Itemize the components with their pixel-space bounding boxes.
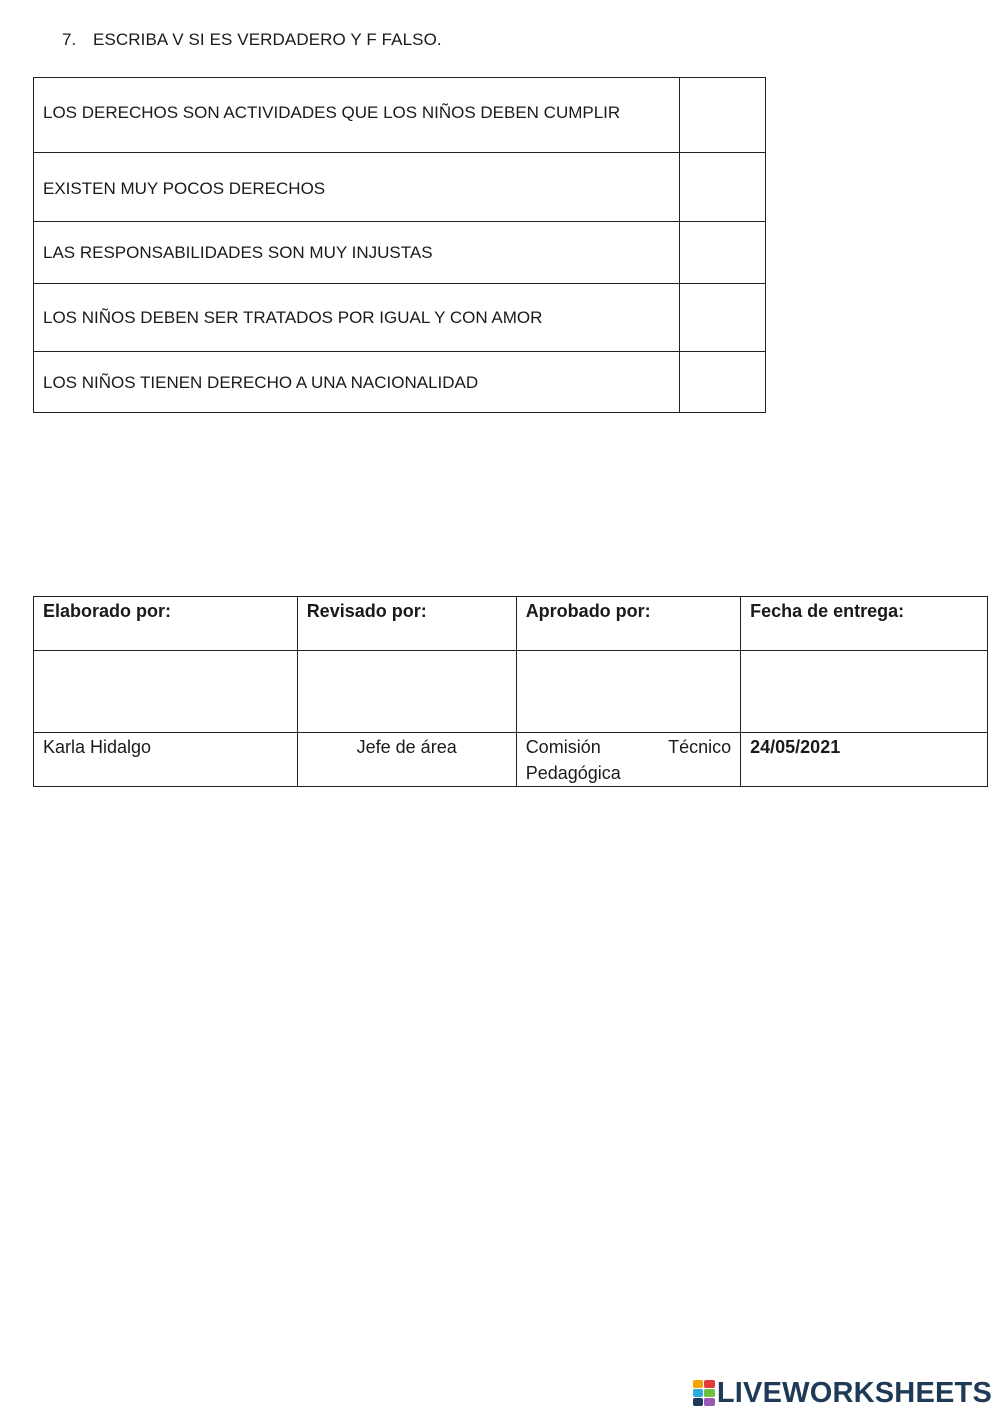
statement-2: EXISTEN MUY POCOS DERECHOS xyxy=(34,153,680,222)
value-revisado: Jefe de área xyxy=(297,733,516,787)
signature-cell-elaborado xyxy=(34,651,298,733)
table-row xyxy=(34,153,766,222)
liveworksheets-logo xyxy=(693,1377,992,1409)
table-row xyxy=(34,222,766,284)
liveworksheets-mark-icon xyxy=(693,1380,715,1406)
value-aprobado-word1: Comisión xyxy=(525,737,601,757)
signature-cell-aprobado xyxy=(516,651,740,733)
answer-box-2[interactable] xyxy=(679,153,765,222)
liveworksheets-wordmark: LIVEWORKSHEETS xyxy=(716,1376,992,1409)
table-row xyxy=(34,352,766,413)
answer-box-3[interactable] xyxy=(679,222,765,284)
value-fecha: 24/05/2021 xyxy=(741,733,988,787)
signature-cell-revisado xyxy=(297,651,516,733)
header-revisado: Revisado por: xyxy=(297,597,516,651)
signoff-header-row xyxy=(34,597,988,651)
statement-4: LOS NIÑOS DEBEN SER TRATADOS POR IGUAL Y CON AMOR xyxy=(34,284,680,352)
value-elaborado: Karla Hidalgo xyxy=(34,733,298,787)
statement-1: LOS DERECHOS SON ACTIVIDADES QUE LOS NIÑOS DEBEN CUMPLIR xyxy=(34,78,680,153)
signature-row xyxy=(34,651,988,733)
answer-box-1[interactable] xyxy=(679,78,765,153)
value-aprobado-word3: Pedagógica xyxy=(525,763,621,783)
statement-3: LAS RESPONSABILIDADES SON MUY INJUSTAS xyxy=(34,222,680,284)
header-aprobado: Aprobado por: xyxy=(516,597,740,651)
names-row xyxy=(34,733,988,787)
answer-box-5[interactable] xyxy=(679,352,765,413)
question-number: 7. xyxy=(62,30,77,49)
signoff-table xyxy=(33,596,988,787)
table-row xyxy=(34,78,766,153)
value-aprobado xyxy=(516,733,740,787)
signature-cell-fecha xyxy=(741,651,988,733)
value-aprobado-word2: Técnico xyxy=(668,737,732,757)
question-heading xyxy=(62,30,442,50)
question-text: ESCRIBA V SI ES VERDADERO Y F FALSO. xyxy=(93,30,442,49)
true-false-table xyxy=(33,77,766,413)
statement-5: LOS NIÑOS TIENEN DERECHO A UNA NACIONALIDAD xyxy=(34,352,680,413)
header-fecha: Fecha de entrega: xyxy=(741,597,988,651)
header-elaborado: Elaborado por: xyxy=(34,597,298,651)
answer-box-4[interactable] xyxy=(679,284,765,352)
table-row xyxy=(34,284,766,352)
